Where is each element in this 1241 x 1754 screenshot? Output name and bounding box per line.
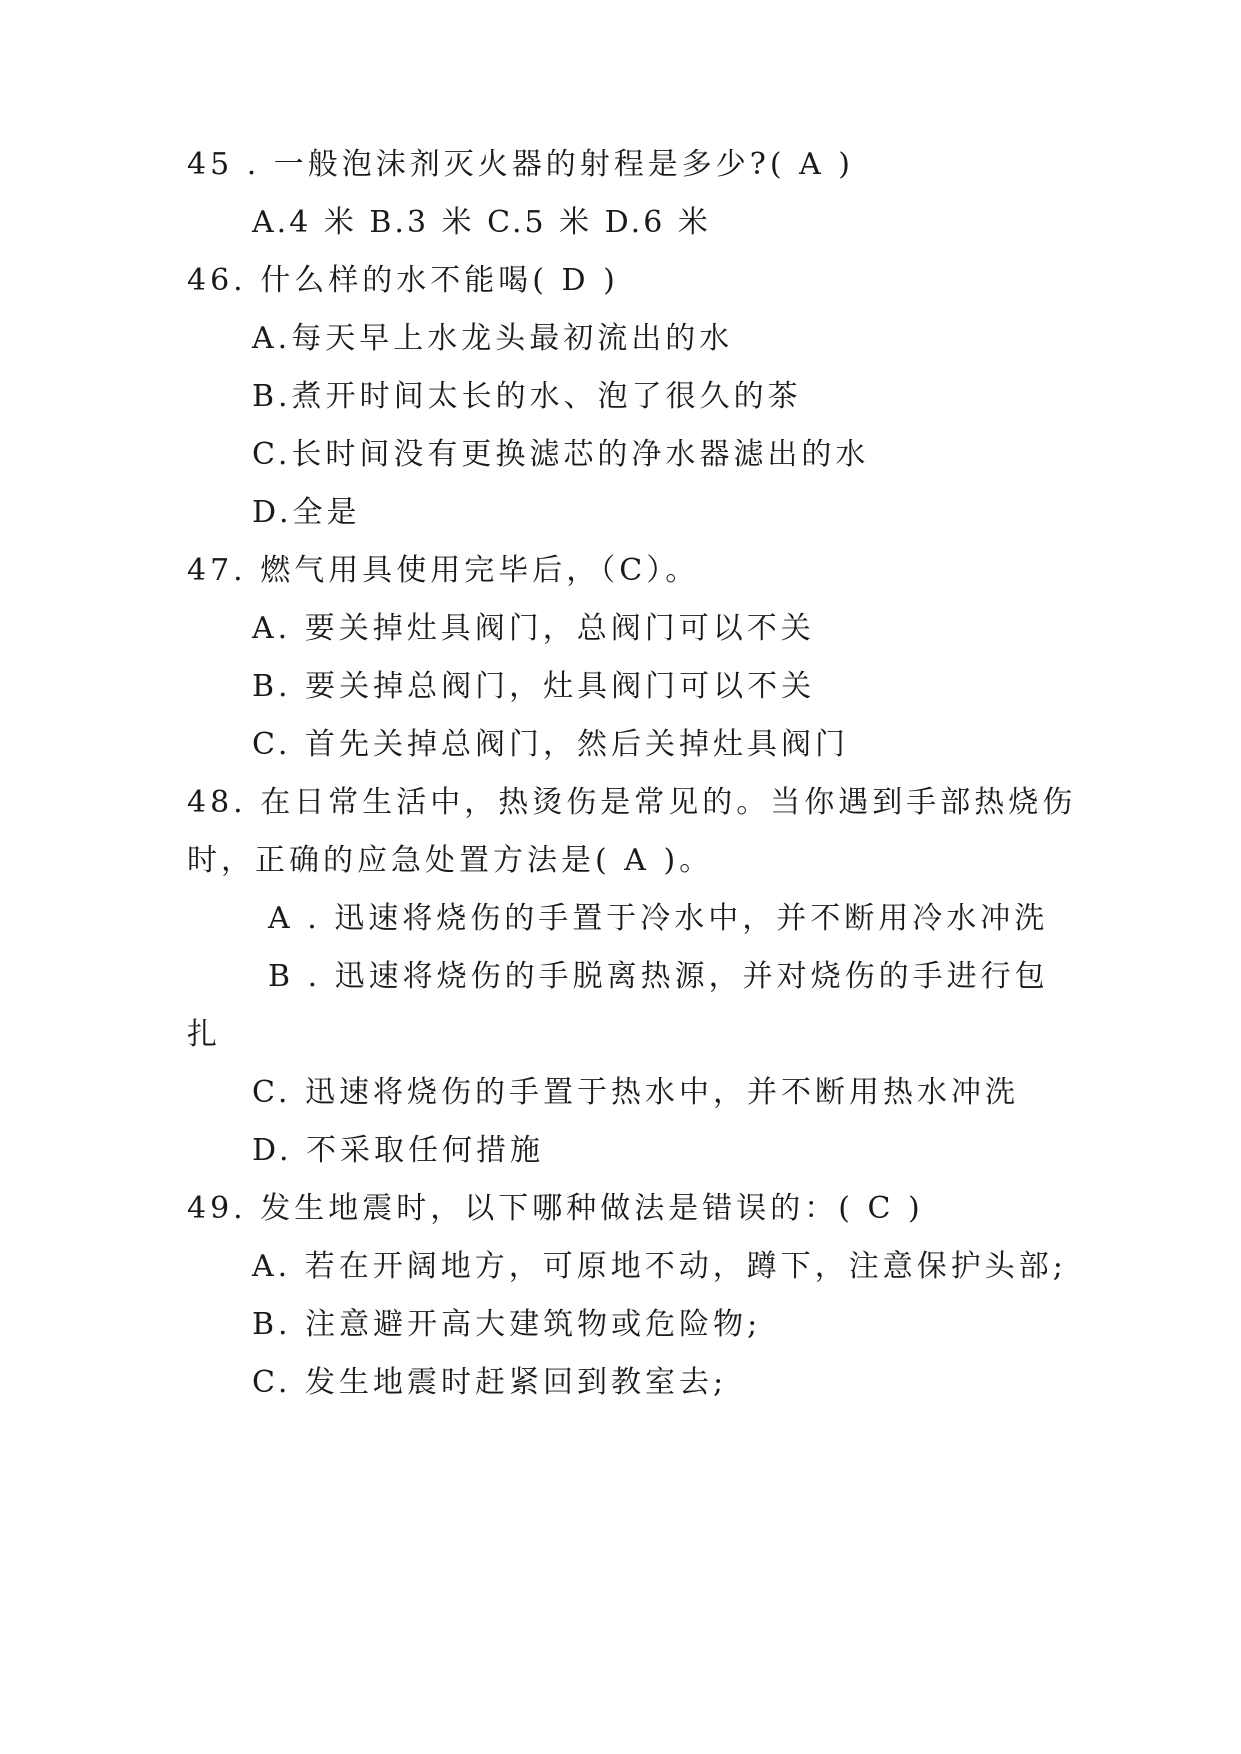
question-48-stem-line2: 时，正确的应急处置方法是( A )。: [187, 843, 714, 878]
question-49-option-a: A. 若在开阔地方，可原地不动，蹲下，注意保护头部;: [252, 1249, 1067, 1284]
question-45-options: A.4 米 B.3 米 C.5 米 D.6 米: [252, 205, 711, 240]
question-46-stem: 46. 什么样的水不能喝( D ): [187, 263, 619, 298]
question-48-option-a: A . 迅速将烧伤的手置于冷水中，并不断用冷水冲洗: [268, 901, 1049, 936]
question-46-option-d: D.全是: [252, 495, 361, 530]
question-48-option-b: B . 迅速将烧伤的手脱离热源，并对烧伤的手进行包: [268, 959, 1049, 994]
question-47-option-b: B. 要关掉总阀门，灶具阀门可以不关: [252, 669, 816, 704]
question-47-option-c: C. 首先关掉总阀门，然后关掉灶具阀门: [252, 727, 849, 762]
question-48-option-c: C. 迅速将烧伤的手置于热水中，并不断用热水冲洗: [252, 1075, 1019, 1110]
question-45-stem: 45 . 一般泡沫剂灭火器的射程是多少?( A ): [187, 147, 855, 182]
question-46-option-a: A.每天早上水龙头最初流出的水: [252, 321, 734, 356]
question-49-option-b: B. 注意避开高大建筑物或危险物;: [252, 1307, 762, 1342]
question-46-option-b: B.煮开时间太长的水、泡了很久的茶: [252, 379, 802, 414]
question-49-stem: 49. 发生地震时，以下哪种做法是错误的：( C ): [187, 1191, 924, 1226]
question-46-option-c: C.长时间没有更换滤芯的净水器滤出的水: [252, 437, 870, 472]
question-48-option-d: D. 不采取任何措施: [252, 1133, 545, 1168]
question-49-option-c: C. 发生地震时赶紧回到教室去;: [252, 1365, 728, 1400]
question-48-stem-line1: 48. 在日常生活中，热烫伤是常见的。当你遇到手部热烧伤: [187, 785, 1077, 820]
question-47-stem: 47. 燃气用具使用完毕后，（C）。: [187, 553, 700, 588]
question-47-option-a: A. 要关掉灶具阀门，总阀门可以不关: [252, 611, 815, 646]
question-48-option-b-wrap: 扎: [187, 1017, 221, 1052]
